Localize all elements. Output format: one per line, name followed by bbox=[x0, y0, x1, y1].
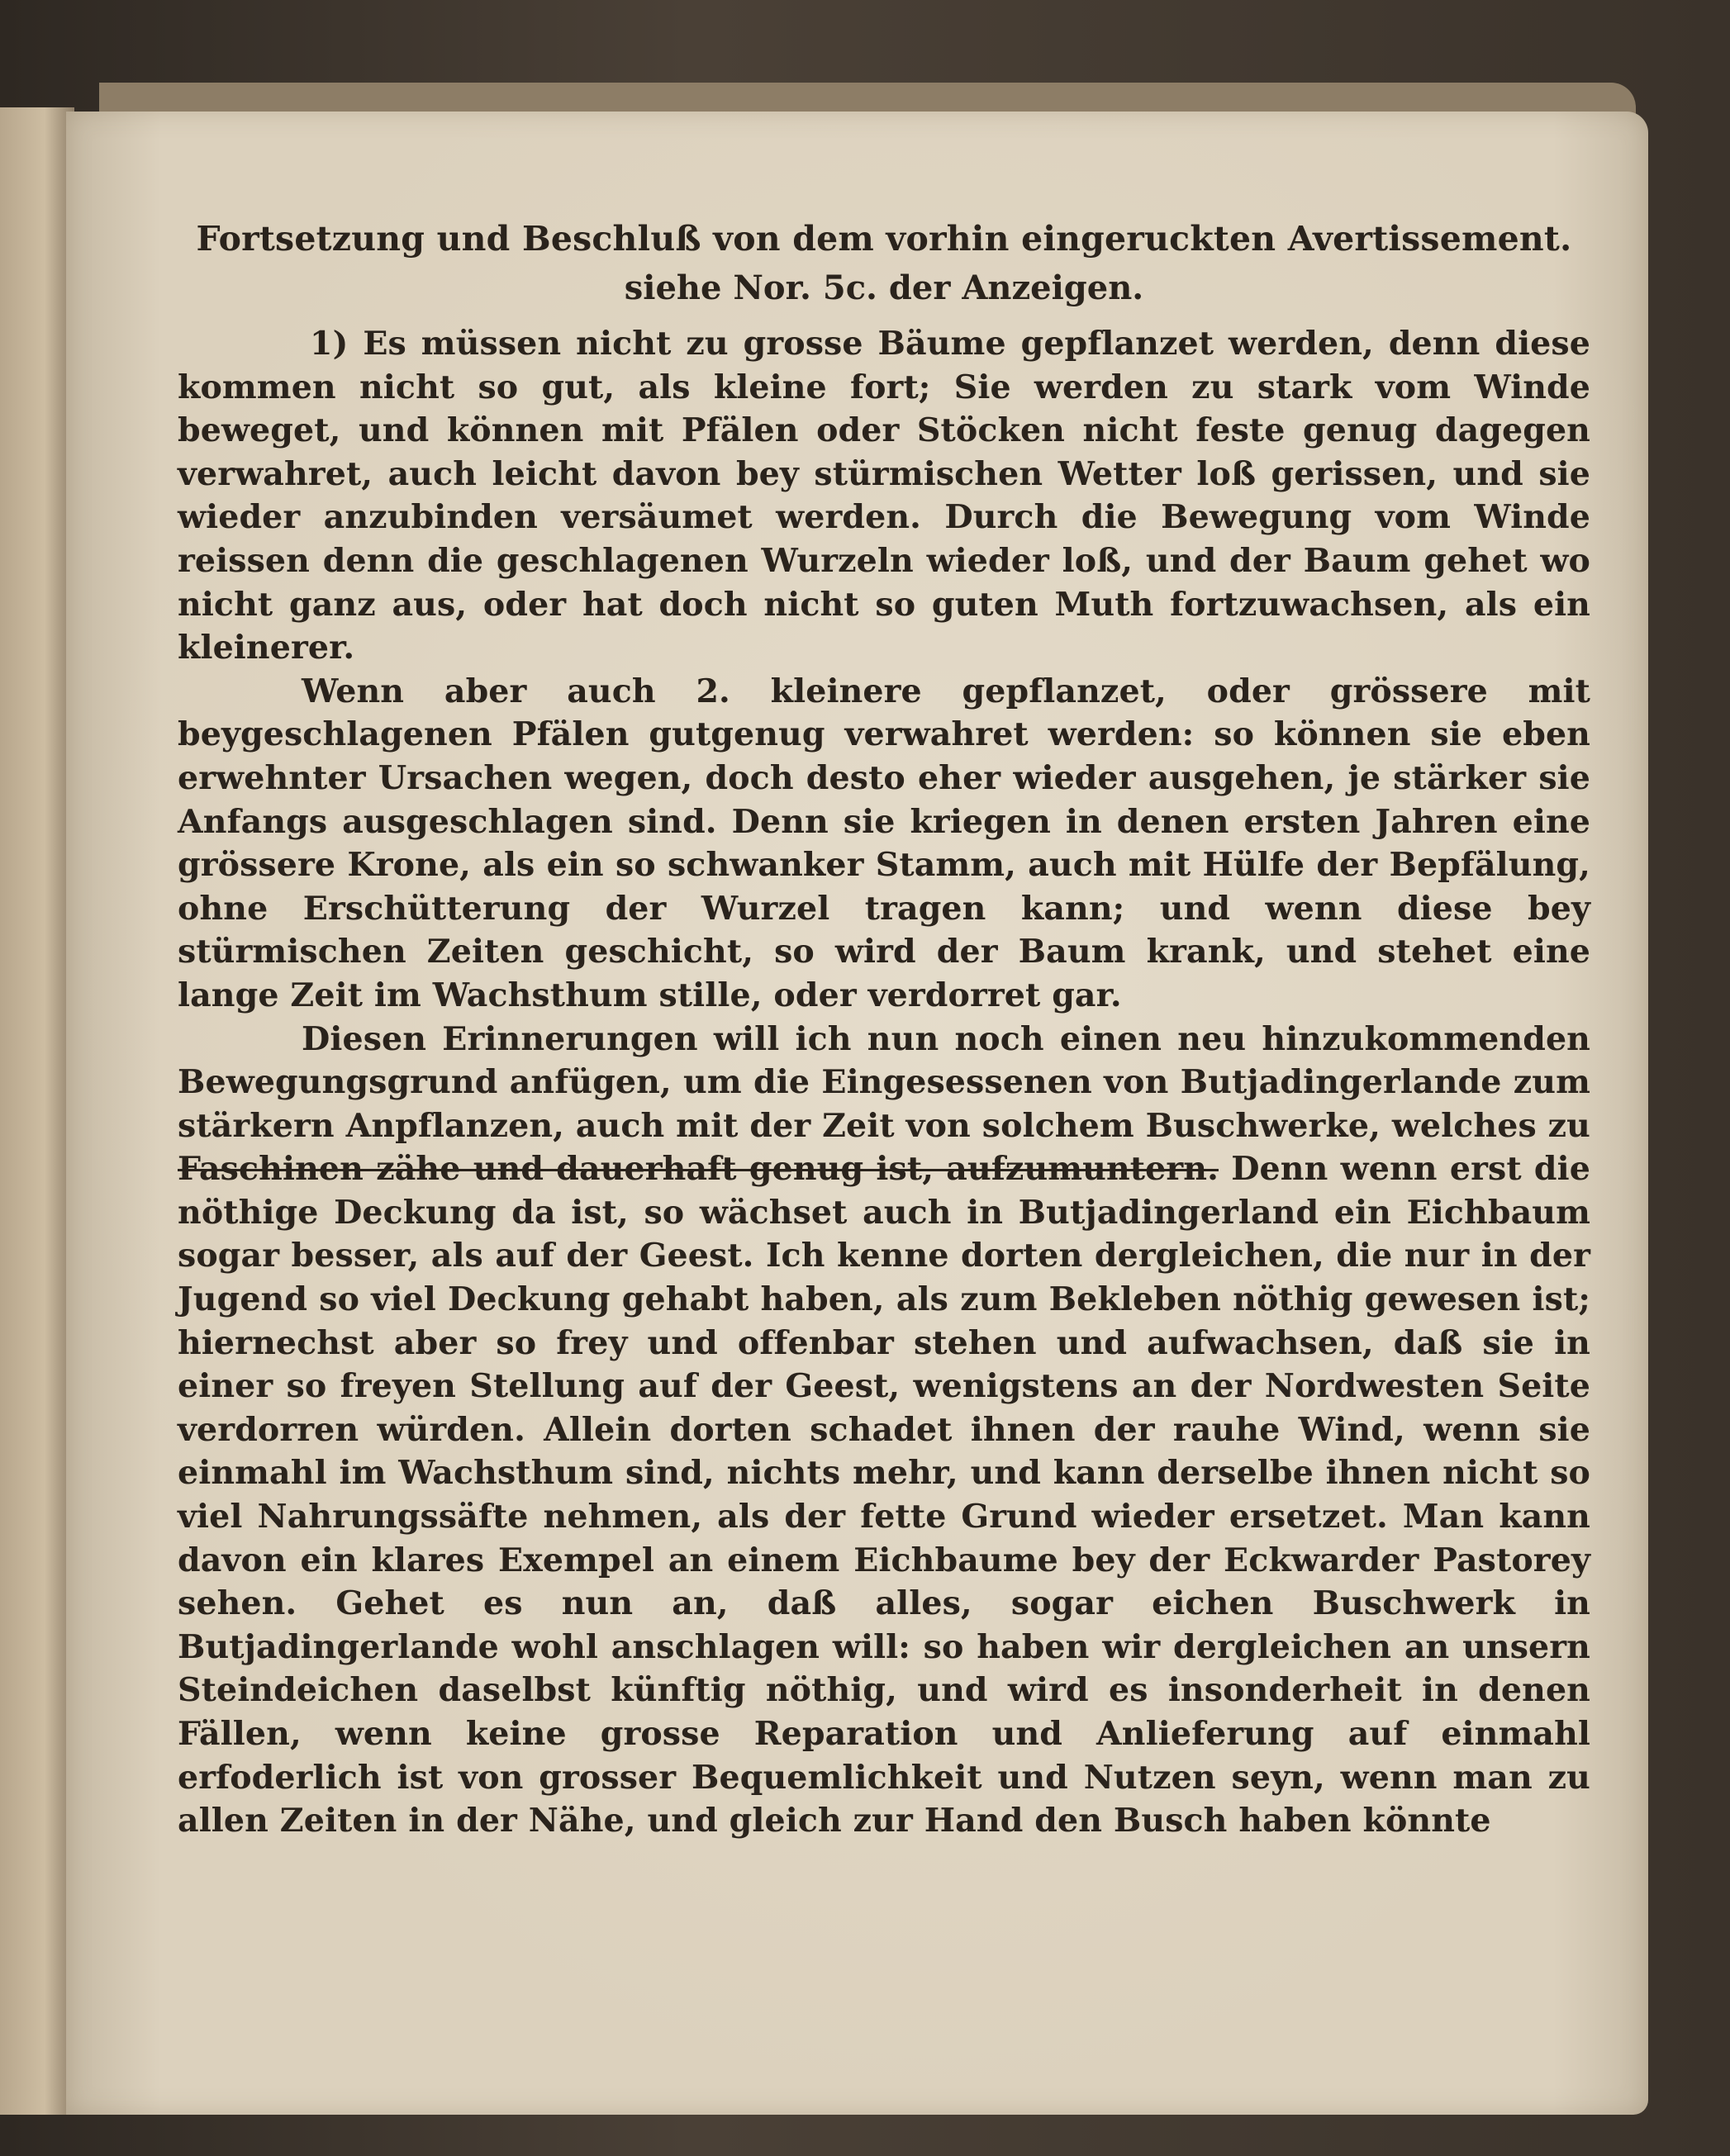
paragraph-3 bbox=[178, 1018, 1590, 1843]
paragraph-text-end: Denn wenn erst die nöthige Deckung da ist, so wächset auch in Butjadingerland ein Eichbaum sogar besser, als auf der Geest. Ich kenne dorten dergleichen, die nur in der Jugend so viel Deckung gehabt haben, als zum Bekleben nöthig gewesen ist; hiernechst aber so frey und offenbar stehen und aufwachsen, daß sie in einer so freyen Stellung auf der Geest, wenigstens an der Nordwesten Seite verdorren würden. Allein dorten schadet ihnen der rauhe Wind, wenn sie einmahl im Wachsthum sind, nichts mehr, und kann derselbe ihnen nicht so viel Nahrungssäfte nehmen, als der fette Grund wieder ersetzet. Man kann davon ein klares Exempel an einem Eichbaume bey der Eckwarder Pastorey sehen. Gehet es nun an, daß alles, sogar eichen Buschwerk in Butjadingerlande wohl anschlagen will: so haben wir dergleichen an unsern Steindeichen daselbst künftig nöthig, und wird es insonderheit in denen Fällen, wenn keine grosse Reparation und Anlieferung auf einmahl erfoderlich ist von grosser Bequemlichkeit und Nutzen seyn, wenn man zu allen Zeiten in der Nähe, und gleich zur Hand den Busch haben könnte bbox=[178, 1150, 1590, 1840]
document-page bbox=[66, 112, 1648, 2115]
page-text bbox=[178, 215, 1590, 1843]
struck-through-text: Faschinen zähe und dauerhaft genug ist, aufzumuntern. bbox=[178, 1150, 1219, 1189]
paragraph-number: 1) bbox=[310, 325, 349, 363]
paragraph-text-start: Diesen Erinnerungen will ich nun noch einen neu hinzukommenden Bewegungsgrund anfügen, um die Eingesessenen von Butjadingerlande zum stärkern Anpflanzen, auch mit der Zeit von solchem Buschwerke, welches zu bbox=[178, 1019, 1591, 1145]
facing-page-edge bbox=[0, 107, 74, 2115]
page-subheading: siehe Nor. 5c. der Anzeigen. bbox=[624, 268, 1144, 307]
page-heading: Fortsetzung und Beschluß von dem vorhin eingeruckten Avertissement. bbox=[196, 219, 1572, 259]
paragraph-2: Wenn aber auch 2. kleinere gepflanzet, oder grössere mit beygeschlagenen Pfälen gutgenug verwahret werden: so können sie eben erwehnter Ursachen wegen, doch desto eher wieder ausgehen, je stärker sie Anfangs ausgeschlagen sind. Denn sie kriegen in denen ersten Jahren eine grössere Krone, als ein so schwanker Stamm, auch mit Hülfe der Bepfälung, ohne Erschütterung der Wurzel tragen kann; und wenn diese bey stürmischen Zeiten geschicht, so wird der Baum krank, und stehet eine lange Zeit im Wachsthum stille, oder verdorret gar. bbox=[178, 672, 1590, 1014]
paragraph-1 bbox=[178, 322, 1590, 670]
paragraph-text: Es müssen nicht zu grosse Bäume gepflanzet werden, denn diese kommen nicht so gut, als kleine fort; Sie werden zu stark vom Winde beweget, und können mit Pfälen oder Stöcken nicht feste genug dagegen verwahret, auch leicht davon bey stürmischen Wetter loß gerissen, und sie wieder anzubinden versäumet werden. Durch die Bewegung vom Winde reissen denn die geschlagenen Wurzeln wieder loß, und der Baum gehet wo nicht ganz aus, oder hat doch nicht so guten Muth fortzuwachsen, als ein kleinerer. bbox=[178, 325, 1590, 667]
